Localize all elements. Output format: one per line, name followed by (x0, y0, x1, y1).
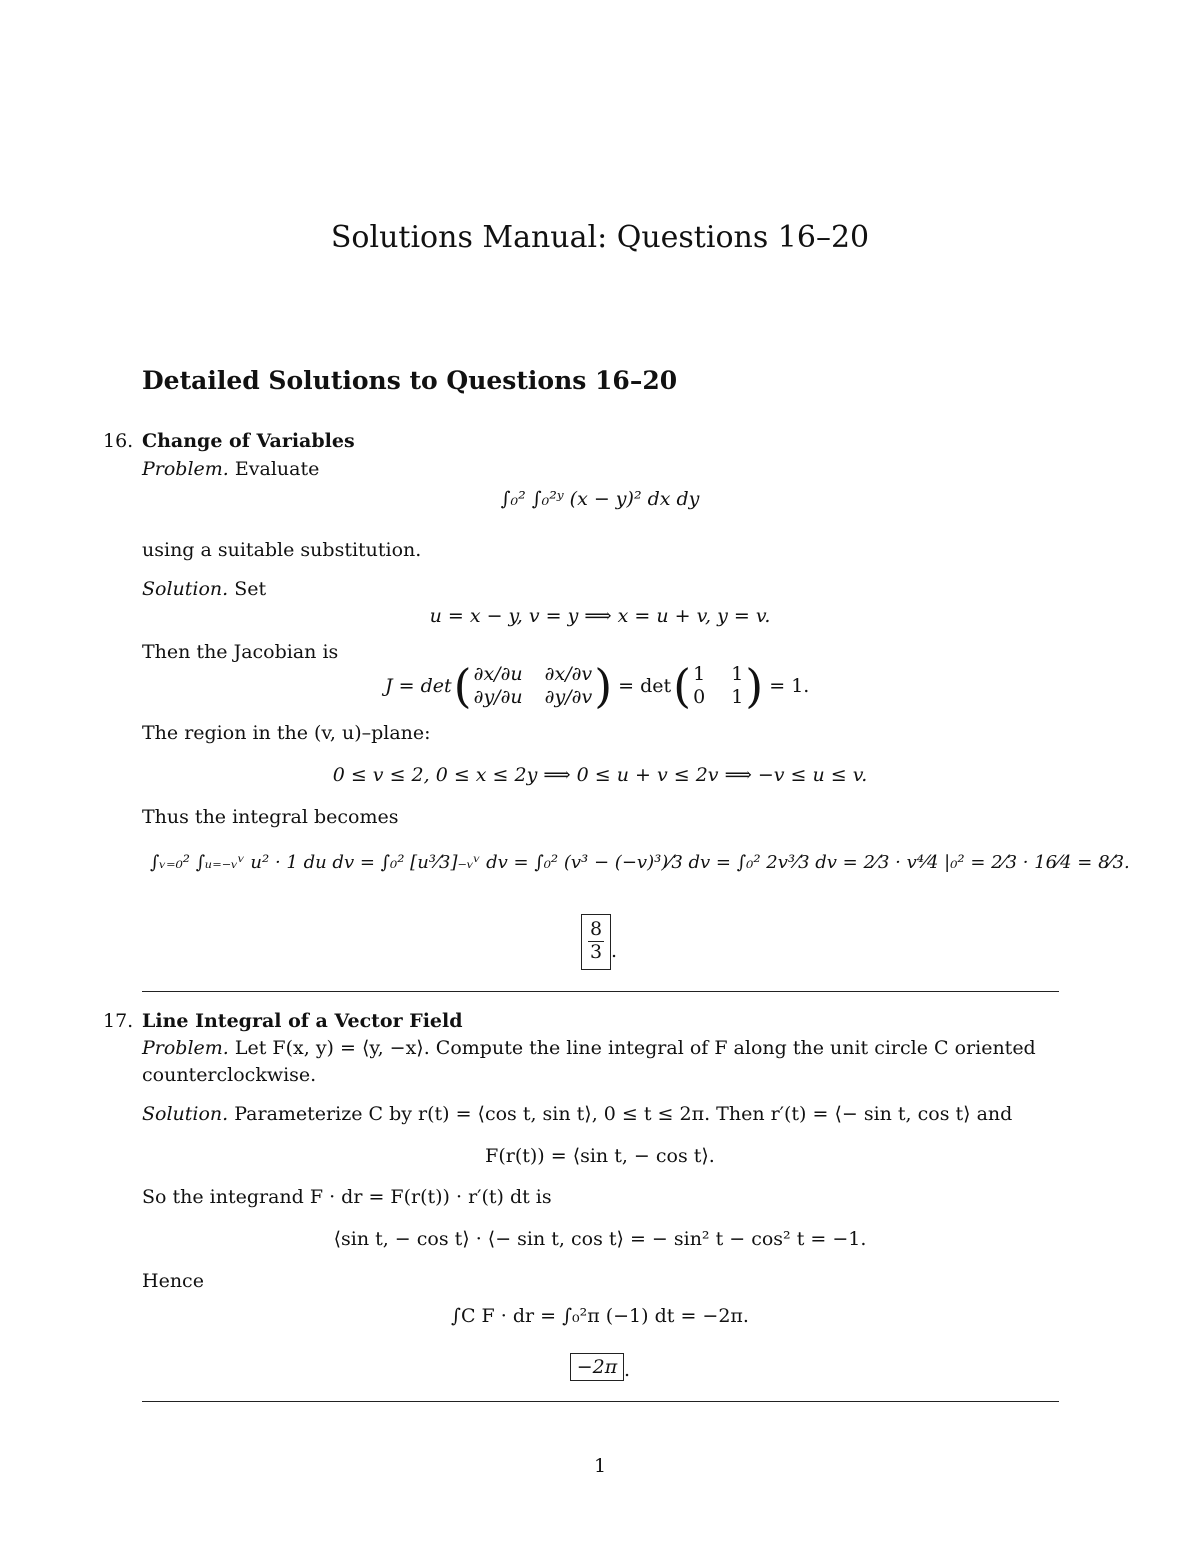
q16-answer-numerator: 8 (589, 918, 603, 940)
q16-matrix-cell: ∂x/∂v (544, 663, 593, 686)
q17-problem-line2: counterclockwise. (142, 1064, 317, 1086)
q16-matrix-cell: ∂y/∂v (544, 686, 593, 708)
q17-problem (142, 1037, 1036, 1059)
q16-substitution: u = x − y, v = y ⟹ x = u + v, y = v. (429, 605, 771, 627)
q16-region-intro: The region in the (v, u)–plane: (142, 722, 431, 744)
q16-problem (142, 458, 319, 480)
divider (142, 991, 1059, 992)
q17-hence: Hence (142, 1270, 204, 1292)
left-paren-icon: ( (673, 659, 692, 713)
divider (142, 1401, 1059, 1402)
q16-integral: ∫₀² ∫₀²ʸ (x − y)² dx dy (500, 488, 700, 510)
q16-solution-text: Set (228, 578, 267, 600)
q16-jacobian-intro: Then the Jacobian is (142, 641, 339, 663)
q17-problem-label: Problem. (142, 1037, 229, 1059)
q17-dot-eq: ⟨sin t, − cos t⟩ · ⟨− sin t, cos t⟩ = − sin² t − cos² t = −1. (333, 1228, 867, 1250)
q16-matrix-cell: 1 (731, 686, 744, 708)
q17-answer-box (570, 1353, 624, 1381)
q17-solution-label: Solution. (142, 1103, 229, 1125)
q16-solution-label: Solution. (142, 578, 229, 600)
q17-answer-period: . (624, 1359, 631, 1381)
right-paren-icon: ) (594, 659, 613, 713)
q16-jacobian-mid: = det (618, 675, 672, 697)
q16-matrix-cell: ∂x/∂u (473, 663, 523, 686)
q16-number: 16. (103, 430, 134, 452)
q17-title: Line Integral of a Vector Field (142, 1010, 463, 1032)
q16-answer-fraction (588, 919, 604, 964)
right-paren-icon: ) (745, 659, 764, 713)
q16-numeric-matrix (693, 663, 743, 709)
q16-matrix-cell: ∂y/∂u (473, 686, 523, 708)
left-paren-icon: ( (453, 659, 472, 713)
q16-chain: ∫ᵥ₌₀² ∫ᵤ₌₋ᵥᵛ u² · 1 du dv = ∫₀² [u³⁄3]₋ᵥᵛ dv = ∫₀² (v³ − (−v)³)⁄3 dv = ∫₀² 2v³⁄3 dv = 2⁄3 · v⁴⁄4 |₀² = 2⁄3 · 16⁄4 = 8⁄3. (150, 852, 1130, 873)
page-number: 1 (593, 1455, 607, 1477)
q16-matrix-cell: 0 (693, 686, 706, 708)
q16-problem-text: Evaluate (228, 458, 320, 480)
q16-integral-intro: Thus the integral becomes (142, 806, 399, 828)
q17-solution (142, 1103, 1012, 1125)
page-title: Solutions Manual: Questions 16–20 (330, 220, 870, 255)
section-title: Detailed Solutions to Questions 16–20 (142, 366, 678, 395)
q16-jacobian-matrix (474, 663, 593, 709)
q17-problem-text: Let F(x, y) = ⟨y, −x⟩. Compute the line integral of F along the unit circle C oriented (228, 1037, 1036, 1059)
q16-after-integral: using a suitable substitution. (142, 539, 422, 561)
q16-region: 0 ≤ v ≤ 2, 0 ≤ x ≤ 2y ⟹ 0 ≤ u + v ≤ 2v ⟹ −v ≤ u ≤ v. (332, 764, 868, 786)
q16-jacobian-rhs: = 1. (769, 675, 810, 697)
q17-field-eq: F(r(t)) = ⟨sin t, − cos t⟩. (485, 1145, 715, 1167)
q17-solution-text: Parameterize C by r(t) = ⟨cos t, sin t⟩, 0 ≤ t ≤ 2π. Then r′(t) = ⟨− sin t, cos t⟩ and (228, 1103, 1013, 1125)
q16-answer-denominator: 3 (589, 940, 603, 963)
q17-integrand-intro: So the integrand F · dr = F(r(t)) · r′(t) dt is (142, 1186, 552, 1208)
q16-jacobian-lhs: J = det (385, 675, 452, 697)
q16-title: Change of Variables (142, 430, 355, 452)
q16-jacobian (385, 660, 809, 712)
q16-matrix-cell: 1 (731, 663, 744, 686)
q17-result-eq: ∫C F · dr = ∫₀²π (−1) dt = −2π. (451, 1305, 749, 1327)
q16-matrix-cell: 1 (693, 663, 706, 686)
q16-answer-period: . (611, 940, 618, 962)
q17-number: 17. (103, 1010, 134, 1032)
q17-answer: −2π (576, 1356, 618, 1378)
q16-answer-box (581, 914, 611, 970)
q16-problem-label: Problem. (142, 458, 229, 480)
q16-solution (142, 578, 266, 600)
